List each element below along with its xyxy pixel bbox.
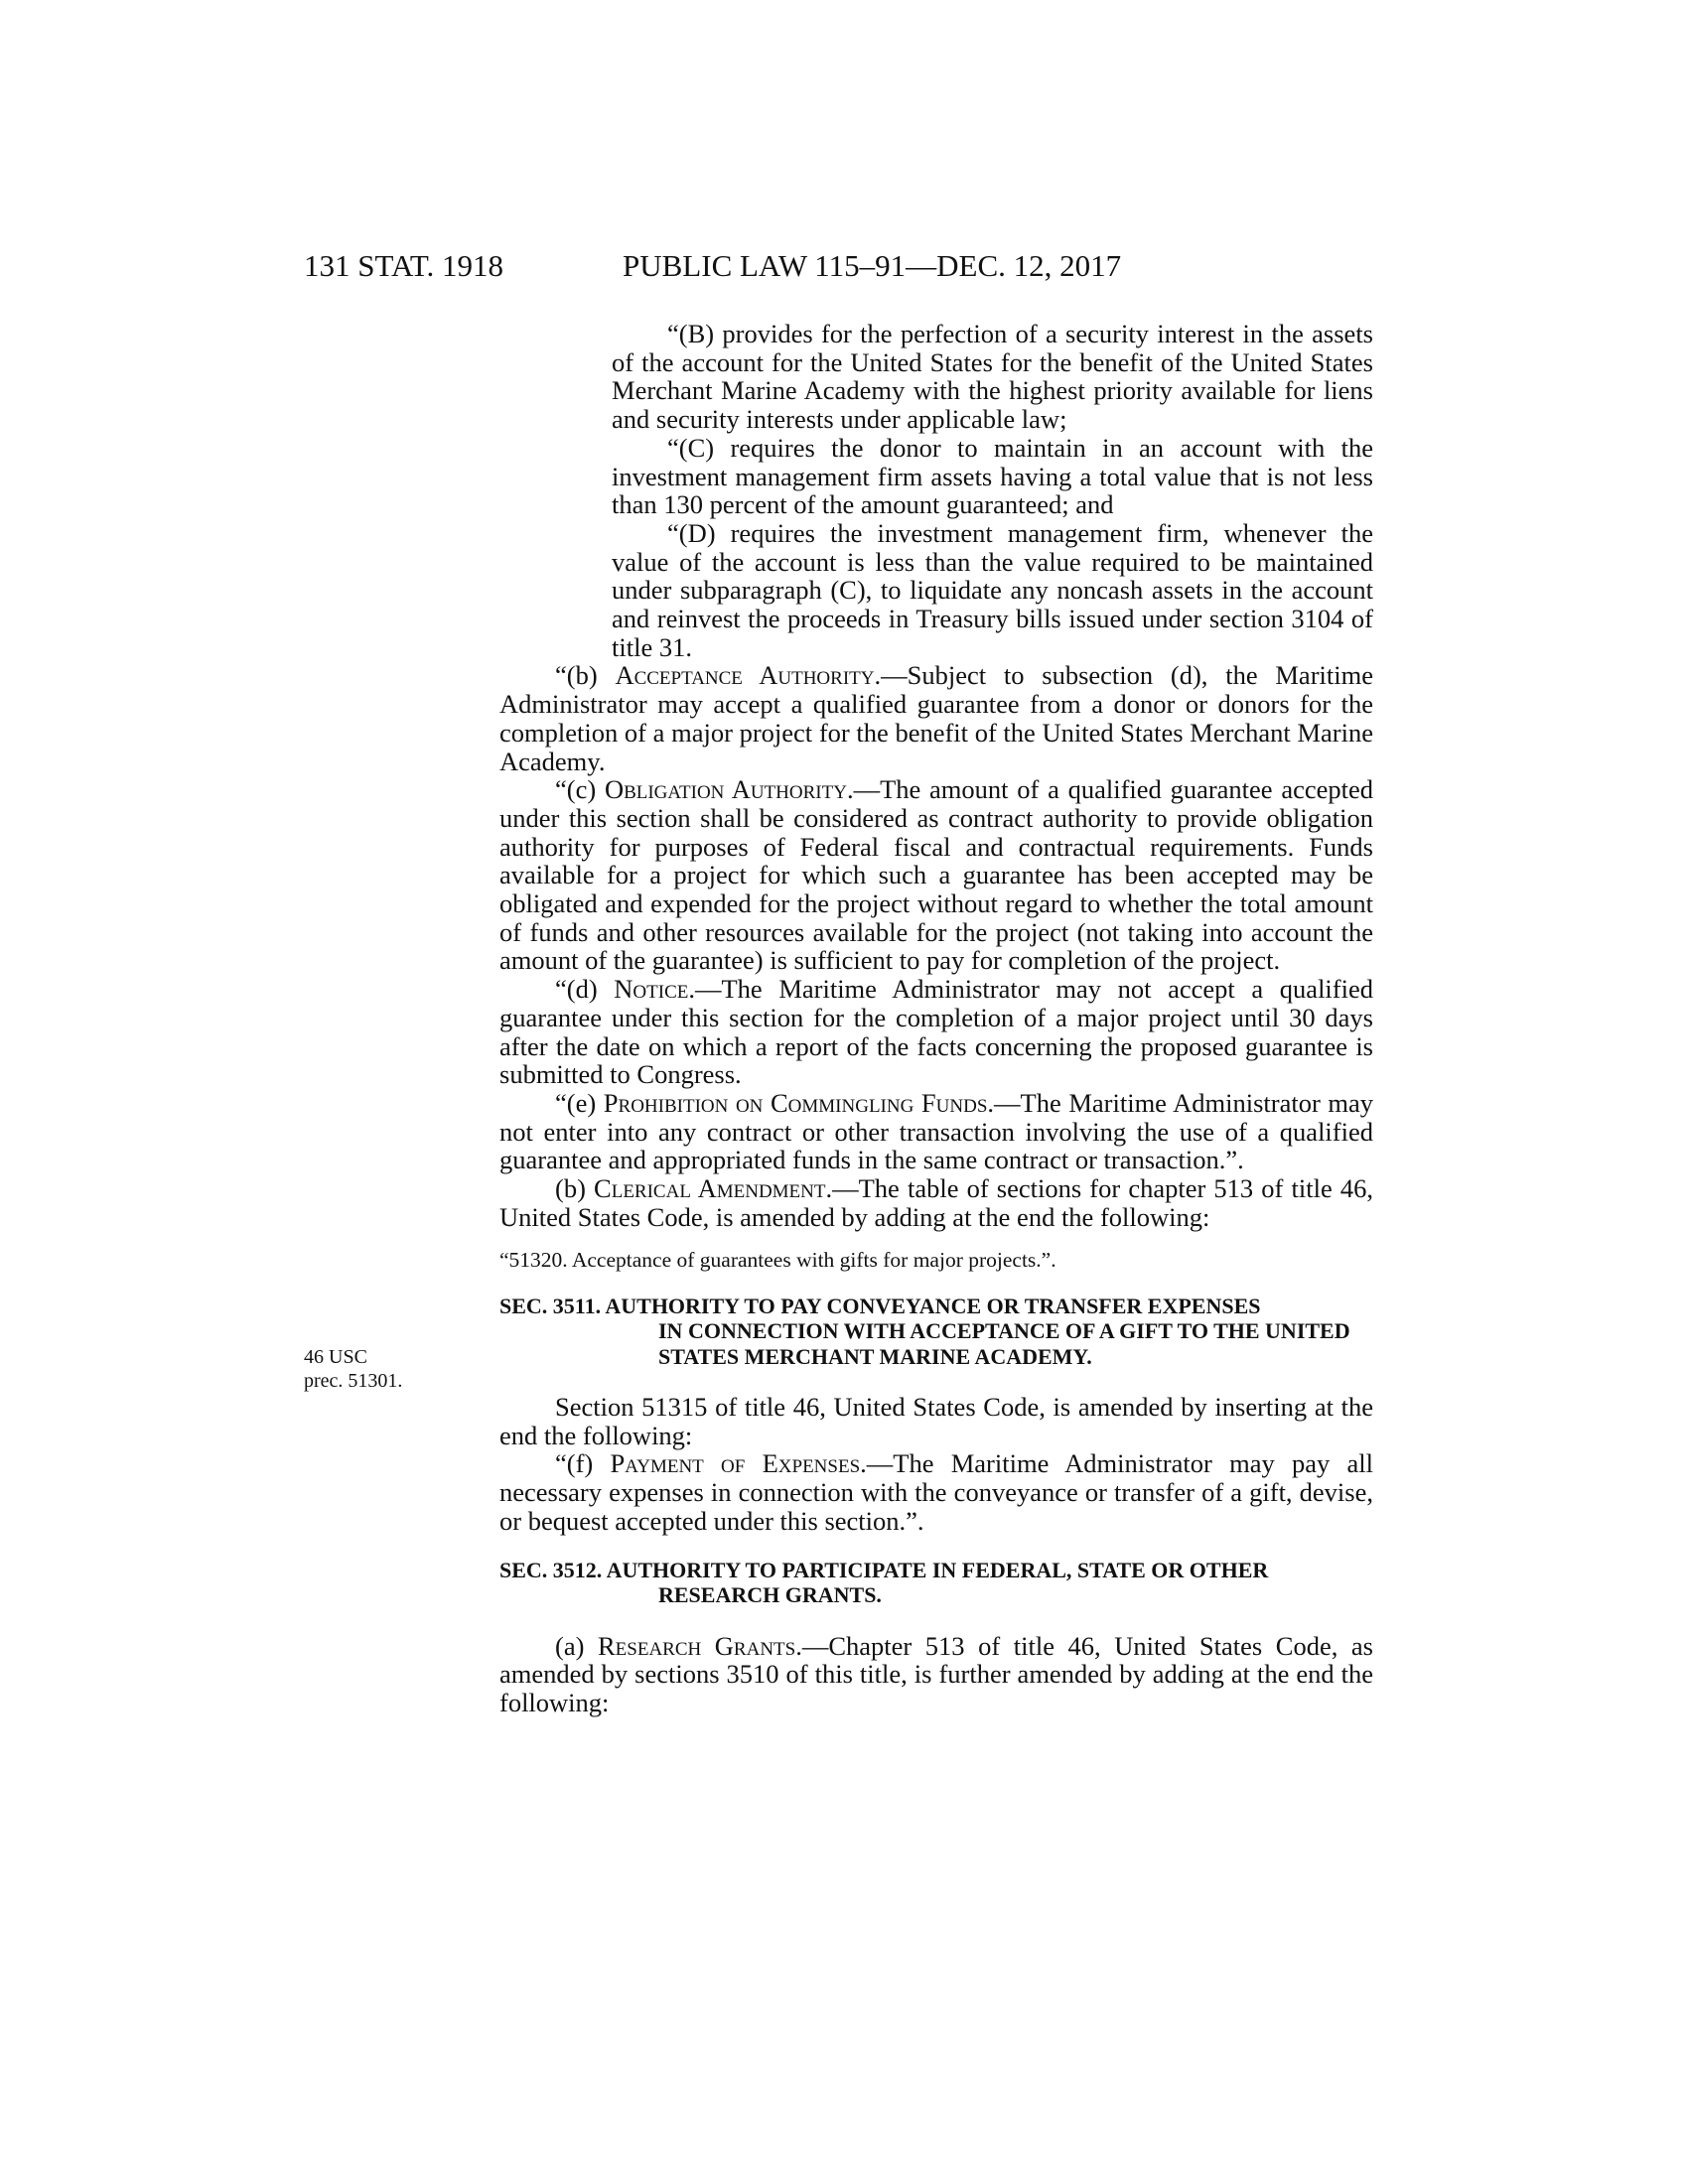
clerical-amendment: (b) Clerical Amendment.—The table of sections for chapter 513 of title 46, United States Code, is amended by adding at the end the following: [499,1173,1373,1232]
section-3511-subsection-f: “(f) Payment of Expenses.—The Maritime Administrator may pay all necessary expenses in connection with the conveyance or transfer of a gift, devise, or bequest accepted under this section.”. [499,1448,1373,1536]
subparagraph-d: “(D) requires the investment management firm, whenever the value of the account is less than the value required to be maintained under subparagraph (C), to liquidate any noncash assets in the account and reinvest the proceeds in Treasury bills issued under section 3104 of title 31. [612,517,1373,662]
subparagraph-b: “(B) provides for the perfection of a security interest in the assets of the account for the United States for the benefit of the United States Merchant Marine Academy with the highest priority available for liens and security interests under applicable law; [612,319,1373,435]
running-header-title: PUBLIC LAW 115–91—DEC. 12, 2017 [623,248,1122,283]
subparagraph-group [499,320,1373,661]
subsection-c-heading: Obligation Authority [604,774,847,805]
section-3512-subsection-a: (a) Research Grants.—Chapter 513 of title 46, United States Code, as amended by sections 3510 of this title, is further amended by adding at the end the following: [499,1630,1373,1717]
page-stat-number: 131 STAT. 1918 [304,248,504,283]
margin-citation [304,1345,402,1393]
section-3511-heading: SEC. 3511. AUTHORITY TO PAY CONVEYANCE OR TRANSFER EXPENSES IN CONNECTION WITH ACCEPTANCE OF A GIFT TO THE UNITED STATES MERCHANT MARINE ACADEMY. [499,1293,1350,1369]
section-3512-subsection-a-heading: Research Grants [597,1630,796,1661]
section-3511-subsection-f-heading: Payment of Expenses [610,1448,861,1479]
section-3511-intro: Section 51315 of title 46, United States Code, is amended by inserting at the end the following: [499,1392,1373,1450]
subsection-b: “(b) Acceptance Authority.—Subject to subsection (d), the Maritime Administrator may accept a qualified guarantee from a donor or donors for the completion of a major project for the benefit of the United States Merchant Marine Academy. [499,660,1373,776]
clerical-amendment-heading: Clerical Amendment [594,1173,826,1204]
subsection-e: “(e) Prohibition on Commingling Funds.—The Maritime Administrator may not enter into any contract or other transaction involving the use of a qualified guarantee and appropriated funds in the same contract or transaction.”. [499,1087,1373,1175]
section-3512-heading: SEC. 3512. AUTHORITY TO PARTICIPATE IN FEDERAL, STATE OR OTHER RESEARCH GRANTS. [499,1557,1269,1608]
body-text [499,320,1373,1717]
clerical-table-entry: “51320. Acceptance of guarantees with gifts for major projects.”. [499,1247,1056,1272]
subsection-d-heading: Notice [614,974,689,1005]
subsection-c: “(c) Obligation Authority.—The amount of a qualified guarantee accepted under this section shall be considered as contract authority to provide obligation authority for purposes of Federal fiscal and contractual requirements. Funds available for a project for which such a guarantee has been accepted may be obligated and expended for the project without regard to whether the total amount of funds and other resources available for the project (not taking into account the amount of the guarantee) is sufficient to pay for completion of the project. [499,774,1373,976]
margin-citation-line1: 46 USC [304,1346,367,1368]
margin-citation-line2: prec. 51301. [304,1370,403,1392]
subsection-b-heading: Acceptance Authority [615,660,875,691]
subsection-e-heading: Prohibition on Commingling Funds [603,1087,988,1118]
subsection-d: “(d) Notice.—The Maritime Administrator may not accept a qualified guarantee under this section for the completion of a major project until 30 days after the date on which a report of the facts concerning the proposed guarantee is submitted to Congress. [499,974,1373,1090]
subparagraph-c: “(C) requires the donor to maintain in an account with the investment management firm assets having a total value that is not less than 130 percent of the amount guaranteed; and [612,432,1373,520]
